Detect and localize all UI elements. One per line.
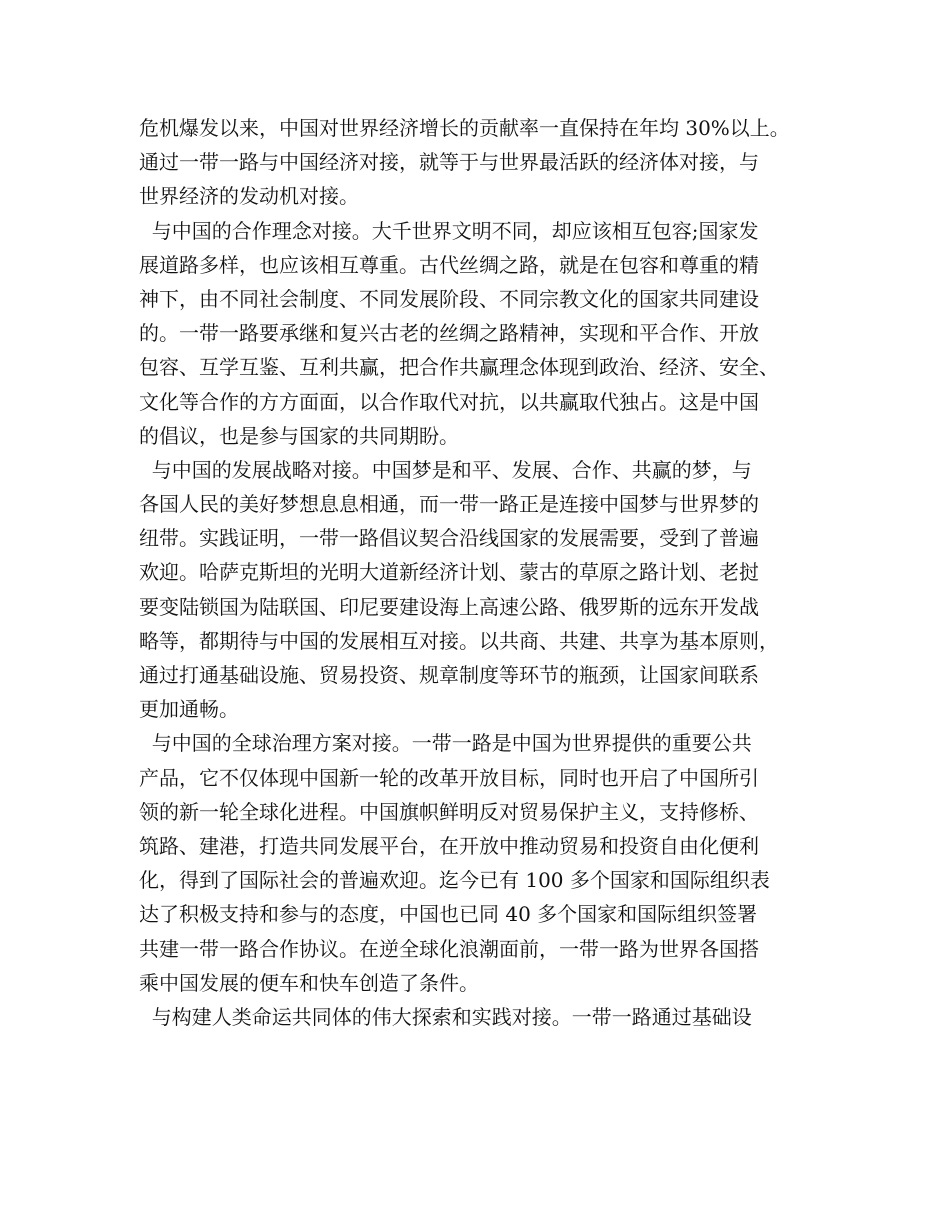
text-line: 通过一带一路与中国经济对接，就等于与世界最活跃的经济体对接，与: [139, 150, 759, 175]
text-line: 化，得到了国际社会的普遍欢迎。迄今已有 100 多个国家和国际组织表: [139, 868, 770, 893]
text-line: 要变陆锁国为陆联国、印尼要建设海上高速公路、俄罗斯的远东开发战: [139, 594, 759, 619]
text-line: 与中国的全球治理方案对接。一带一路是中国为世界提供的重要公共: [139, 731, 752, 756]
text-line: 共建一带一路合作协议。在逆全球化浪潮面前，一带一路为世界各国搭: [139, 936, 759, 961]
document-body: [139, 111, 819, 1034]
text-line: 领的新一轮全球化进程。中国旗帜鲜明反对贸易保护主义，支持修桥、: [139, 799, 759, 824]
text-line: 的倡议，也是参与国家的共同期盼。: [139, 423, 459, 448]
text-line: 乘中国发展的便车和快车创造了条件。: [139, 970, 479, 995]
text-line: 通过打通基础设施、贸易投资、规章制度等环节的瓶颈，让国家间联系: [139, 663, 759, 687]
text-line: 各国人民的美好梦想息息相通，而一带一路正是连接中国梦与世界梦的: [139, 492, 759, 517]
text-line: 文化等合作的方方面面，以合作取代对抗，以共赢取代独占。这是中国: [139, 389, 759, 414]
text-line: 略等，都期待与中国的发展相互对接。以共商、共建、共享为基本原则，: [139, 628, 779, 653]
text-line: 包容、互学互鉴、互利共赢，把合作共赢理念体现到政治、经济、安全、: [139, 355, 779, 380]
text-line: 危机爆发以来，中国对世界经济增长的贡献率一直保持在年均 30%以上。: [139, 116, 790, 140]
text-line: 纽带。实践证明，一带一路倡议契合沿线国家的发展需要，受到了普遍: [139, 526, 759, 551]
text-line: 与中国的合作理念对接。大千世界文明不同，却应该相互包容;国家发: [139, 218, 759, 243]
text-line: 的。一带一路要承继和复兴古老的丝绸之路精神，实现和平合作、开放: [139, 321, 759, 346]
text-line: 世界经济的发动机对接。: [139, 184, 359, 209]
text-line: 与中国的发展战略对接。中国梦是和平、发展、合作、共赢的梦，与: [139, 457, 752, 482]
text-line: 产品，它不仅体现中国新一轮的改革开放目标，同时也开启了中国所引: [139, 765, 759, 790]
text-line: 达了积极支持和参与的态度，中国也已同 40 多个国家和国际组织签署: [139, 902, 758, 927]
text-line: 更加通畅。: [139, 697, 239, 722]
text-line: 神下，由不同社会制度、不同发展阶段、不同宗教文化的国家共同建设: [139, 286, 759, 311]
text-line: 欢迎。哈萨克斯坦的光明大道新经济计划、蒙古的草原之路计划、老挝: [139, 560, 759, 585]
text-line: 展道路多样，也应该相互尊重。古代丝绸之路，就是在包容和尊重的精: [139, 252, 759, 277]
text-line: 与构建人类命运共同体的伟大探索和实践对接。一带一路通过基础设: [139, 1004, 752, 1029]
text-line: 筑路、建港，打造共同发展平台，在开放中推动贸易和投资自由化便利: [139, 833, 759, 858]
